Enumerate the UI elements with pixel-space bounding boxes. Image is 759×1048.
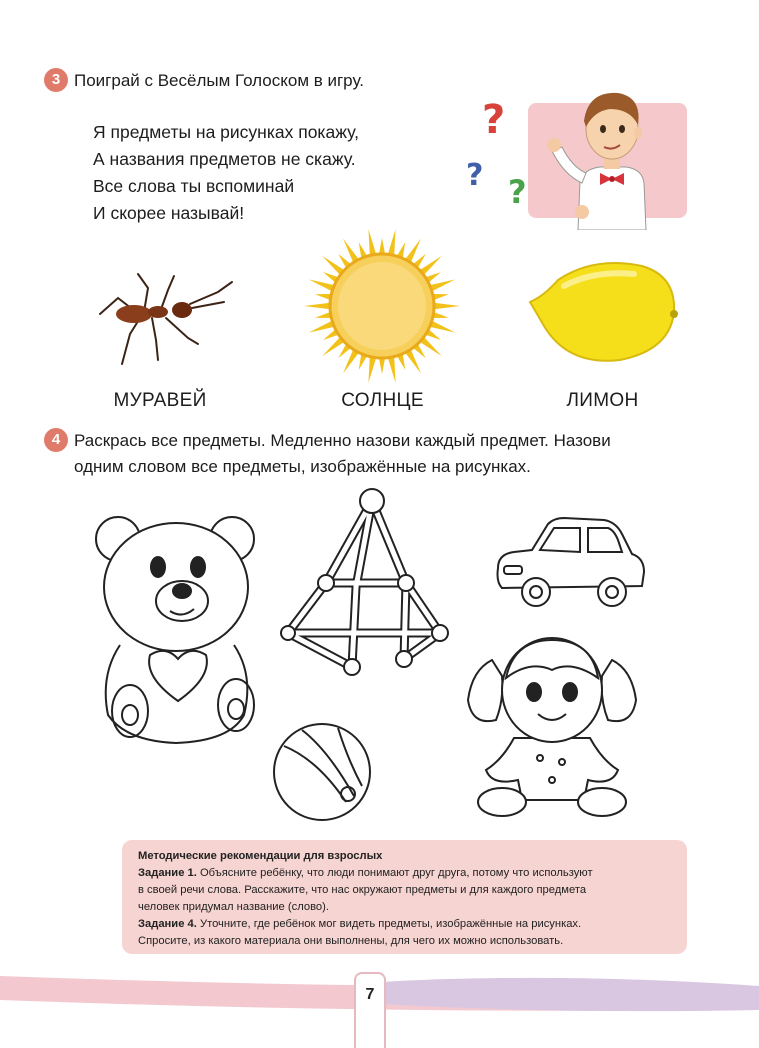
recommendations-task1 [138, 865, 675, 882]
task-4-instruction-line: Раскрась все предметы. Медленно назови каждый предмет. Назови [74, 431, 611, 450]
toy-car-icon [490, 510, 650, 610]
svg-text:?: ? [482, 97, 506, 143]
teddy-bear-icon [86, 505, 266, 750]
lemon-icon [524, 256, 680, 368]
recommendations-task4-line: Спросите, из какого материала они выполнены, для чего их можно использовать. [138, 935, 564, 947]
task-number-badge: 3 [44, 68, 68, 92]
task-3-heading [44, 68, 364, 94]
ball-icon [268, 720, 376, 824]
task-4-heading [44, 428, 744, 480]
task-3-instruction: Поиграй с Весёлым Голоском в игру. [74, 71, 364, 90]
recommendations-task1-line: в своей речи слова. Расскажите, что нас окружают предметы и для каждого предмета [138, 884, 587, 896]
task1-text: Объясните ребёнку, что люди понимают друг друга, потому что используют [196, 867, 593, 879]
task4-text: Уточните, где ребёнок мог видеть предметы, изображённые на рисунках. [196, 918, 582, 930]
poem [93, 119, 359, 227]
page-number-tab [354, 972, 386, 1048]
sun-ray [432, 303, 460, 310]
construction-toy-icon [280, 487, 458, 692]
task-4-instruction [74, 428, 611, 480]
svg-text:?: ? [508, 173, 527, 211]
poem-line: А названия предметов не скажу. [93, 149, 356, 169]
recommendations-box [122, 840, 687, 954]
picture-label-ant: МУРАВЕЙ [113, 390, 207, 411]
task-4-instruction-line: одним словом все предметы, изображённые на рисунках. [74, 457, 531, 476]
recommendations-title: Методические рекомендации для взрослых [138, 850, 383, 862]
task1-label: Задание 1. [138, 867, 197, 879]
ant-icon [78, 268, 238, 373]
recommendations-task1-line: человек придумал название (слово). [138, 901, 329, 913]
sun-ray [304, 303, 332, 310]
sun-icon [298, 226, 466, 386]
svg-text:?: ? [466, 158, 484, 193]
picture-label-lemon: ЛИМОН [566, 390, 639, 411]
poem-line: Я предметы на рисунках покажу, [93, 122, 359, 142]
task-number-badge: 4 [44, 428, 68, 452]
task4-label: Задание 4. [138, 918, 197, 930]
doll-icon [462, 630, 642, 820]
recommendations-task4 [138, 916, 675, 933]
boy-illustration [460, 85, 690, 230]
poem-line: Все слова ты вспоминай [93, 176, 295, 196]
page-number: 7 [365, 986, 375, 1003]
poem-line: И скорее называй! [93, 203, 245, 223]
picture-label-sun: СОЛНЦЕ [341, 390, 424, 411]
